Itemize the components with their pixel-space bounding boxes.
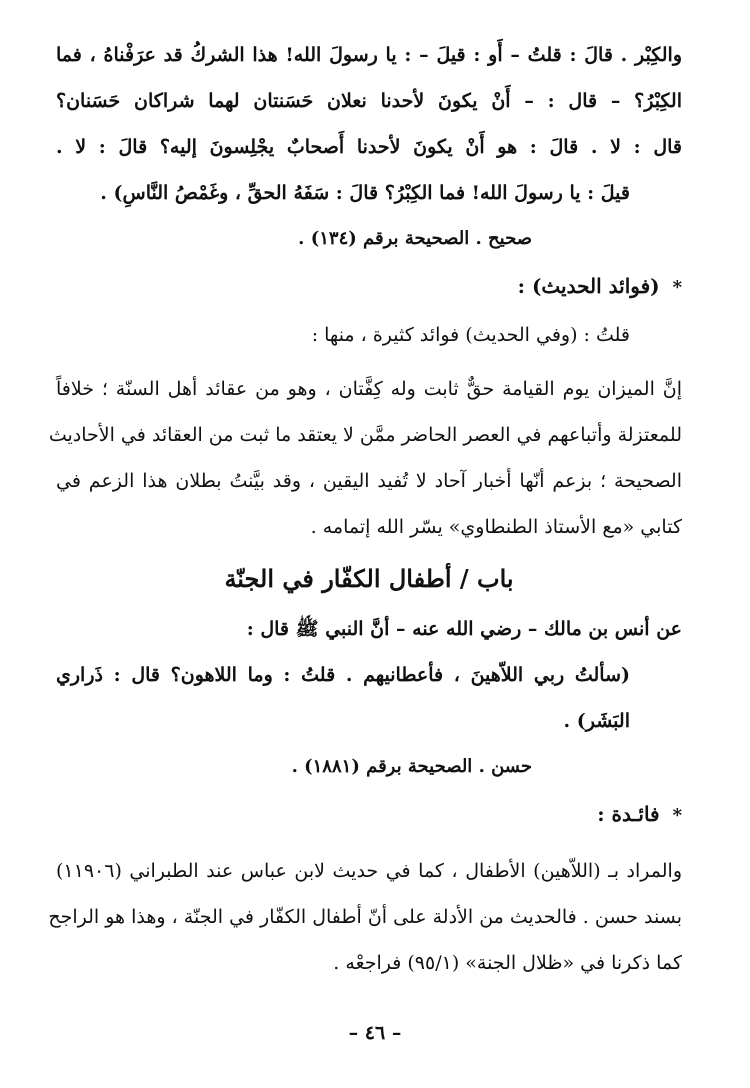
text-line: الكِبْرُ؟ – قال : – أَنْ يكونَ لأحدنا نعلان حَسَنتان لهما شراكان حَسَنان؟ bbox=[56, 90, 682, 112]
text-line: كما ذكرنا في «ظلال الجنة» (٩٥/١) فراجعْه . bbox=[333, 952, 682, 974]
benefits-paragraph bbox=[48, 366, 683, 550]
text-line: للمعتزلة وأتباعهم في العصر الحاضر ممَّن لا يعتقد ما ثبت من العقائد في الأحاديث bbox=[48, 424, 682, 446]
text-line: الصحيحة ؛ بزعم أنّها أخبار آحاد لا تُفيد اليقين ، وقد بيَّنتُ بطلان هذا الزعم في bbox=[56, 470, 683, 492]
text-line: البَشَر) . bbox=[563, 710, 630, 732]
text-line: قيلَ : يا رسولَ الله! فما الكِبْرُ؟ قالَ : سَفَهُ الحقِّ ، وغَمْصُ النَّاسِ) . bbox=[100, 182, 630, 204]
text-line: والمراد بـ (اللاّهين) الأطفال ، كما في حديث لابن عباس عند الطبراني (١١٩٠٦) bbox=[56, 860, 682, 882]
chapter-title: باب / أطفال الكفّار في الجنّة bbox=[224, 564, 514, 593]
benefits-heading bbox=[56, 262, 682, 312]
text-line: (سألتُ ربي اللاّهينَ ، فأعطانيهم . قلتُ : وما اللاهون؟ قال : ذَراري bbox=[56, 664, 630, 686]
benefits-heading-text: (فوائد الحديث) : bbox=[517, 274, 660, 298]
text-line: كتابي «مع الأستاذ الطنطاوي» يسّر الله إتمامه . bbox=[310, 516, 682, 538]
benefit-heading-text: فائـدة : bbox=[597, 802, 660, 826]
benefit-paragraph bbox=[48, 848, 682, 986]
text-line: قال : لا . قالَ : هو أَنْ يكونَ لأحدنا أَصحابٌ يجْلِسونَ إليه؟ قالَ : لا . bbox=[56, 136, 682, 158]
star-icon: * bbox=[672, 805, 682, 826]
text-line: بسند حسن . فالحديث من الأدلة على أنّ أطفال الكفّار في الجنّة ، وهذا هو الراجح bbox=[48, 906, 682, 928]
hadith-source: صحيح . الصحيحة برقم (١٣٤) . bbox=[298, 228, 532, 249]
hadith-narrator: عن أنس بن مالك – رضي الله عنه – أنَّ النبي ﷺ قال : bbox=[246, 618, 682, 640]
hadith-anas bbox=[56, 606, 682, 790]
hadith-source: حسن . الصحيحة برقم (١٨٨١) . bbox=[291, 756, 532, 777]
page-number: – ٤٦ – bbox=[348, 1022, 402, 1044]
benefits-intro: قلتُ : (وفي الحديث) فوائد كثيرة ، منها : bbox=[311, 324, 630, 346]
text-line: والكِبْر . قالَ : قلتُ – أَو : قيلَ – : يا رسولَ الله! هذا الشركُ قد عرَفْناهُ ، فما bbox=[56, 44, 682, 66]
text-line: إنَّ الميزان يوم القيامة حقٌّ ثابت وله كِفَّتان ، وهو من عقائد أهل السنّة ؛ خلافاً bbox=[56, 378, 682, 400]
star-icon: * bbox=[672, 277, 682, 298]
hadith-continuation bbox=[56, 32, 682, 262]
benefit-heading bbox=[56, 790, 682, 840]
